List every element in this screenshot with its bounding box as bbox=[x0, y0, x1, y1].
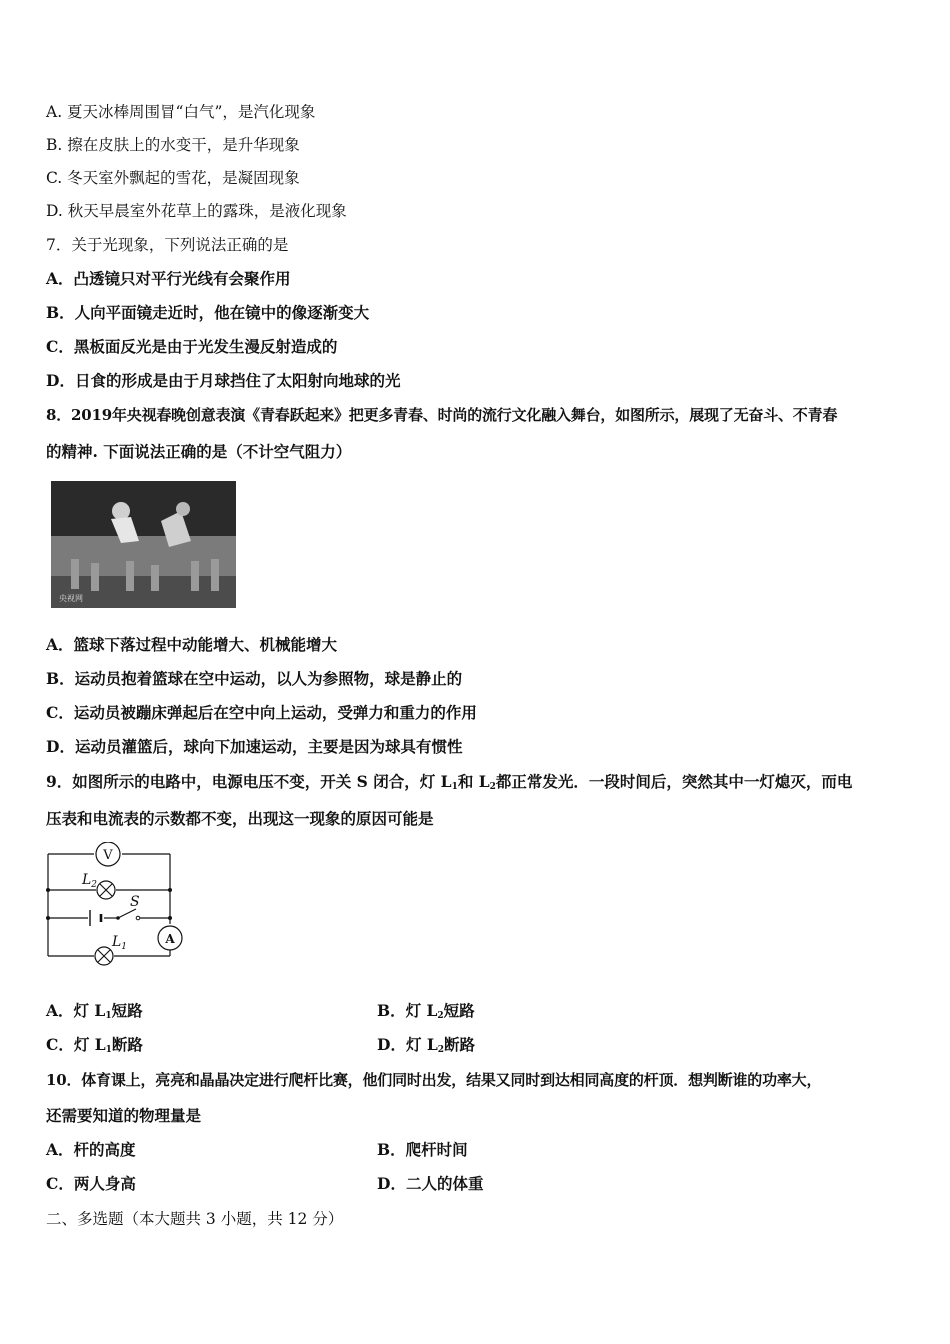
q9-stem-line2: 压表和电流表的示数都不变，出现这一现象的原因可能是 bbox=[46, 809, 434, 828]
lamp-l1-icon bbox=[95, 947, 113, 965]
q10-stem-line1: 10．体育课上，亮亮和晶晶决定进行爬杆比赛，他们同时出发，结果又同时到达相同高度的杆顶．想判断谁的功率大， bbox=[46, 1071, 822, 1089]
q8-stem-line1: 8．2019年央视春晚创意表演《青春跃起来》把更多青春、时尚的流行文化融入舞台，如图所示，展现了无奋斗、不青春 bbox=[46, 406, 838, 424]
q8-stem-line2: 的精神. 下面说法正确的是（不计空气阻力） bbox=[46, 442, 352, 461]
photo-caption: 央视网 bbox=[59, 594, 83, 603]
lamp-l2-icon bbox=[97, 881, 115, 899]
q7-option-a: A．凸透镜只对平行光线有会聚作用 bbox=[46, 269, 291, 288]
q8-option-c: C．运动员被蹦床弹起后在空中向上运动，受弹力和重力的作用 bbox=[46, 703, 477, 722]
q7-option-b: B．人向平面镜走近时，他在镜中的像逐渐变大 bbox=[46, 303, 370, 322]
q10-stem-line2: 还需要知道的物理量是 bbox=[46, 1106, 202, 1125]
ammeter-icon bbox=[158, 926, 182, 950]
svg-text:S: S bbox=[130, 894, 140, 910]
q6-option-b: B. 擦在皮肤上的水变干，是升华现象 bbox=[46, 136, 300, 154]
section-heading: 二、多选题（本大题共 3 小题，共 12 分） bbox=[46, 1210, 344, 1228]
q10-option-c: C．两人身高 bbox=[46, 1174, 136, 1193]
q6-option-a: A. 夏天冰棒周围冒“白气”，是汽化现象 bbox=[46, 103, 316, 121]
q10-option-b: B．爬杆时间 bbox=[377, 1140, 468, 1159]
q8-option-d: D．运动员灌篮后，球向下加速运动，主要是因为球具有惯性 bbox=[46, 737, 463, 756]
q10-option-d: D．二人的体重 bbox=[377, 1174, 484, 1193]
basketball-performance-photo bbox=[51, 481, 236, 608]
q7-option-c: C．黑板面反光是由于光发生漫反射造成的 bbox=[46, 337, 338, 356]
q9-option-b: B．灯 $L_2$短路 bbox=[377, 1001, 475, 1021]
q9-option-c: C．灯 $L_1$断路 bbox=[46, 1035, 143, 1055]
svg-text:L2: $L_2$ bbox=[82, 872, 98, 890]
q9-option-a: A．灯 $L_1$短路 bbox=[46, 1001, 143, 1021]
circuit-diagram bbox=[44, 842, 194, 968]
q10-option-a: A．杆的高度 bbox=[46, 1140, 136, 1159]
voltmeter-icon bbox=[96, 842, 120, 866]
q9-option-d: D．灯 $L_2$断路 bbox=[377, 1035, 476, 1055]
svg-text:V: V bbox=[103, 848, 113, 863]
q7-option-d: D．日食的形成是由于月球挡住了太阳射向地球的光 bbox=[46, 371, 401, 390]
q6-option-d: D. 秋天早晨室外花草上的露珠，是液化现象 bbox=[46, 202, 347, 220]
q6-option-c: C. 冬天室外飘起的雪花，是凝固现象 bbox=[46, 169, 300, 187]
q8-option-a: A．篮球下落过程中动能增大、机械能增大 bbox=[46, 635, 338, 654]
svg-text:L1: $L_1$ bbox=[112, 934, 128, 952]
q9-stem-line1: 9．如图所示的电路中，电源电压不变，开关 S 闭合，灯 $L_1$和 $L_2$都正常发光．一段时间后，突然其中一灯熄灭，而电 bbox=[46, 772, 853, 792]
q7-stem: 7．关于光现象，下列说法正确的是 bbox=[46, 236, 289, 254]
svg-text:A: A bbox=[165, 932, 175, 946]
q8-option-b: B．运动员抱着篮球在空中运动，以人为参照物，球是静止的 bbox=[46, 669, 463, 688]
